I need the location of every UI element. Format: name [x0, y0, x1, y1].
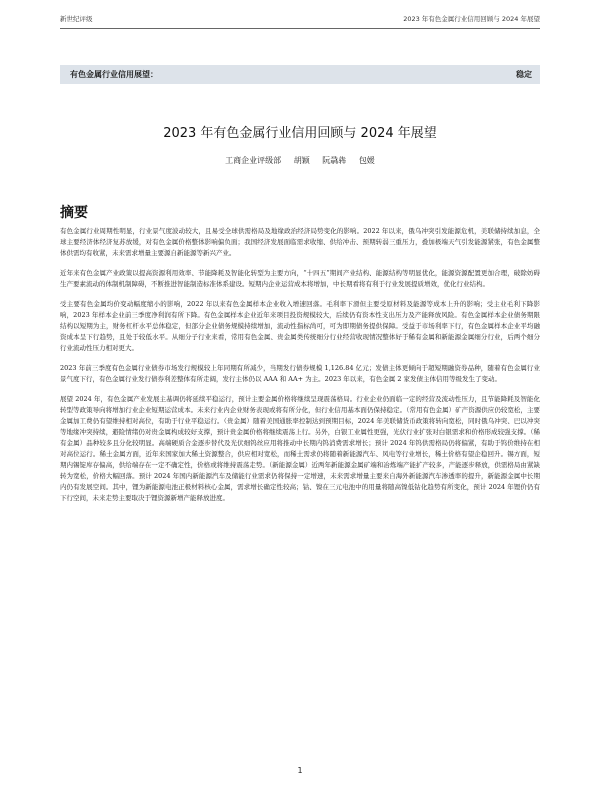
abstract-paragraph: 展望 2024 年，有色金属产业发展主基调仍将延续平稳运行，预计主要金属价格将继续呈现震荡格局。行业企业仍面临一定的经营及流动性压力，且节能降耗及智能化转型等政策导向将增加行业企业短期运营成本。未来行业内企业财务表现或将有所分化，但行业信用基本面仍保持稳定。（常用有色金属）矿产资源供应仍较宽松，主要金属加工费仍有望维持相对高位，有助于行业平稳运行。（贵金属）随着美国通胀率控制达到预期目标，2024 年美联储货币政策将转向宽松，同时俄乌冲突、巴以冲突等地缘冲突持续，避险情绪仍对贵金属构成较好支撑，预计贵金属价格将继续震荡上行。另外，白银工业属性更强，光伏行业扩张对白银需求和价格形成较强支撑。（稀有金属）品种较多且分化较明显。高端硬质合金逐步替代及光伏细钨丝应用将推动中长期内钨消费需求增长；预计 2024 年钨供需格局仍将偏紧，有助于钨价维持在相对高位运行。稀土金属方面，近年来国家加大稀土资源整合，供应相对宽松，而稀土需求仍将随着新能源汽车、风电等行业增长，稀土价格有望企稳回升。锡方面，短期内锡锭库存偏高，供给端存在一定不确定性，价格或将维持震荡走势。（新能源金属）近两年新能源金属矿端和冶炼端产能扩产较多，产能逐步释放，供需格局由紧缺转为宽松，价格大幅回落。预计 2024 年国内新能源汽车及储能行业需求仍将保持一定增速，未来需求增量主要来自海外新能源汽车渗透率的提升，新能源金属中长期内仍有发展空间。其中，锂为新能源电池正极材料核心金属，需求增长确定性较高；钴、镍在三元电池中的用量将随高镍低钴化趋势有所变化，预计 2024 年锂价仍有下行空间，未来走势主要取决于锂资源新增产能释放进度。 — [60, 395, 540, 502]
author-name: 阮骉犇 — [322, 156, 347, 165]
header-report-title: 2023 年有色金属行业信用回顾与 2024 年展望 — [403, 15, 540, 23]
running-header — [60, 14, 540, 28]
header-publisher: 新世纪评级 — [60, 15, 93, 23]
page-number: 1 — [297, 766, 303, 775]
outlook-label: 有色金属行业信用展望： — [70, 70, 158, 79]
author-line — [60, 155, 540, 166]
document-title: 2023 年有色金属行业信用回顾与 2024 年展望 — [163, 126, 437, 141]
author-department: 工商企业评级部 — [225, 156, 282, 165]
header-divider — [60, 28, 540, 29]
section-heading-abstract: 摘要 — [60, 205, 88, 221]
abstract-paragraph: 有色金属行业周期性明显，行业景气度波动较大，且易受全球供需格局及地缘政治经济局势变化的影响。2022 年以来，俄乌冲突引发能源危机，美联储持续加息，全球主要经济体经济复苏放缓，对有色金属价格整体影响偏负面；我国经济发展面临需求收缩、供给冲击、预期转弱三重压力，叠加极端天气引发能源紧张，有色金属整体供需均有收紧，未来需求增量主要源自新能源等新兴产业。 — [60, 227, 540, 257]
abstract-paragraph: 受主要有色金属均价变动幅度缩小的影响，2022 年以来有色金属样本企业收入增速回落。毛利率下滑但主要受原材料及能源等成本上升的影响；受主业毛利下降影响，2023 年样本企业前三季度净利润有所下降。有色金属样本企业近年来项目投资规模较大，后续仍有资本性支出压力及产能释放风险。有色金属样本企业债务期限结构以短期为主，财务杠杆水平总体稳定，但部分企业债务规模持续增加，流动性指标尚可，可为即期债务提供保障。受益于市场利率下行，有色金属样本企业平均融资成本呈下行趋势，且处于较低水平。从细分子行业来看，常用有色金属、贵金属类传统细分行业经营收现情况整体好于稀有金属和新能源金属细分行业，后两个细分行业流动性压力相对更大。 — [60, 300, 540, 352]
abstract-paragraph: 近年来有色金属产业政策以提高资源利用效率、节能降耗及智能化转型为主要方向，“十四五”期间产业结构、能源结构等明显优化，能源资源配置更加合理，破除妨碍生产要素流动的体制机制障碍，不断推进智能制造标准体系建设。短期内企业运营成本将增加，中长期看将有利于行业发展提质增效，优化行业结构。 — [60, 269, 540, 288]
author-name: 胡颖 — [293, 156, 310, 165]
abstract-body — [60, 226, 540, 513]
outlook-banner — [60, 65, 540, 84]
outlook-value: 稳定 — [516, 70, 532, 79]
abstract-paragraph: 2023 年前三季度有色金属行业债券市场发行规模较上年同期有所减少，当期发行债券规模 1,126.84 亿元；发债主体更倾向于超短期融资券品种，随着有色金属行业景气度下行，有色金属行业发行债券利差整体有所走阔，发行主体仍以 AAA 和 AA+ 为主。2023 年以来，有色金属 2 家发债主体信用等级发生了变动。 — [60, 364, 540, 383]
author-name: 包媛 — [358, 156, 375, 165]
